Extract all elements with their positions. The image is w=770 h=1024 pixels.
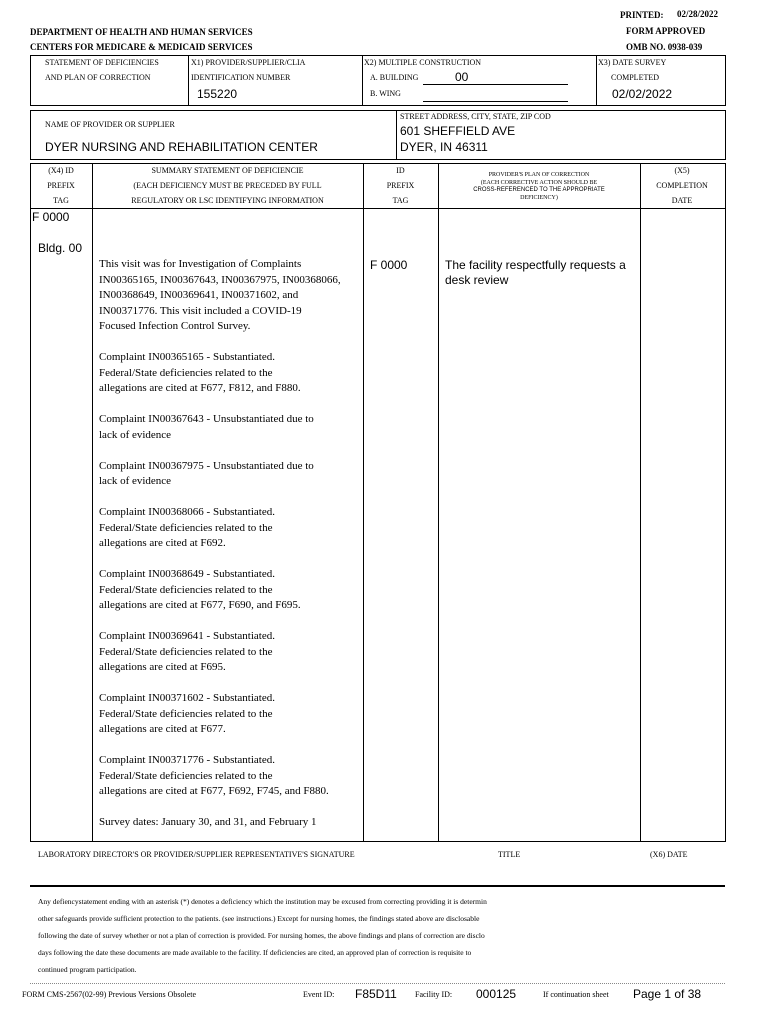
disclaimer-line: Any defiencystatement ending with an asterisk (*) denotes a deficiency which the institution may be excused from correcting providing it is determin xyxy=(38,897,487,906)
completed-label: COMPLETED xyxy=(611,73,659,82)
wing-label: B. WING xyxy=(370,89,401,98)
plan-of-correction-label: AND PLAN OF CORRECTION xyxy=(45,73,151,82)
summary-subheader: REGULATORY OR LSC IDENTIFYING INFORMATION xyxy=(131,196,324,205)
summary-paragraph: Complaint IN00367643 - Unsubstantiated due to lack of evidence xyxy=(99,413,314,441)
id-header: ID xyxy=(396,166,405,175)
printed-label: PRINTED: xyxy=(620,10,664,20)
provider-name-label: NAME OF PROVIDER OR SUPPLIER xyxy=(45,120,175,129)
divider xyxy=(596,55,597,105)
column-divider xyxy=(640,163,641,841)
column-divider xyxy=(363,163,364,841)
plan-of-correction-subheader: (EACH CORRECTIVE ACTION SHOULD BE xyxy=(480,180,598,186)
street-address-value: 601 SHEFFIELD AVE xyxy=(400,124,516,138)
column-divider xyxy=(438,163,439,841)
street-address-label: STREET ADDRESS, CITY, STATE, ZIP COD xyxy=(400,112,551,121)
plan-of-correction-subheader: DEFICIENCY) xyxy=(520,195,558,201)
column-divider xyxy=(92,163,93,841)
x4-tag-header: TAG xyxy=(53,196,69,205)
disclaimer-line: days following the date these documents are made available to the facility. If deficiencies are cited, an approved plan of correction is requisite to xyxy=(38,948,472,957)
facility-id-label: Facility ID: xyxy=(415,990,453,999)
summary-paragraph: Complaint IN00369641 - Substantiated. Federal/State deficiencies related to the allegations are cited at F695. xyxy=(99,630,275,673)
disclaimer-line: other safeguards provide sufficient protection to the patients. (see instructions.) Except for nursing homes, the findings stated above are disclosable xyxy=(38,914,480,923)
continuation-label: If continuation sheet xyxy=(543,990,609,999)
completion-header: COMPLETION xyxy=(656,181,708,190)
disclaimer-line: following the date of survey whether or not a plan of correction is provided. For nursing homes, the above findings and plans of correction are disclo xyxy=(38,931,485,940)
printed-date: 02/28/2022 xyxy=(677,9,719,19)
disclaimer-line: continued program participation. xyxy=(38,965,137,974)
summary-paragraph: Complaint IN00367975 - Unsubstantiated due to lack of evidence xyxy=(99,459,314,487)
centers-name: CENTERS FOR MEDICARE & MEDICAID SERVICES xyxy=(30,42,253,52)
tag-value: F 0000 xyxy=(32,210,70,224)
summary-paragraph: Complaint IN00365165 - Substantiated. Federal/State deficiencies related to the allegations are cited at F677, F812, and F880. xyxy=(99,351,301,394)
table-header-rule xyxy=(30,208,725,209)
summary-paragraph: This visit was for Investigation of Complaints IN00365165, IN00367643, IN00367975, IN00368066, IN00368649, IN00369641, IN00371602, and IN00371776. This visit included a COVID-19 Focused Infection Control Survey. xyxy=(99,258,341,332)
x5-header: (X5) xyxy=(674,166,690,175)
x6-date-label: (X6) DATE xyxy=(650,850,688,859)
provider-id-value: 155220 xyxy=(197,87,238,101)
divider xyxy=(396,110,397,159)
building-value: 00 xyxy=(455,70,469,84)
wing-underline xyxy=(423,101,568,102)
statement-label: STATEMENT OF DEFICIENCIES xyxy=(45,58,159,67)
date-survey-value: 02/02/2022 xyxy=(612,87,673,101)
identification-number-label: IDENTIFICATION NUMBER xyxy=(191,73,291,82)
date-survey-label: X3) DATE SURVEY xyxy=(598,58,667,67)
multiple-construction-label: X2) MULTIPLE CONSTRUCTION xyxy=(364,58,482,67)
form-number: FORM CMS-2567(02-99) Previous Versions Obsolete xyxy=(22,990,197,999)
summary-header: SUMMARY STATEMENT OF DEFICIENCIE xyxy=(151,166,304,175)
plan-of-correction-header: PROVIDER'S PLAN OF CORRECTION xyxy=(488,172,590,178)
plan-of-correction-subheader: CROSS-REFERENCED TO THE APPROPRIATE xyxy=(473,187,605,193)
event-id-value: F85D11 xyxy=(355,987,397,1001)
title-label: TITLE xyxy=(498,850,521,859)
building-tag: Bldg. 00 xyxy=(38,241,83,255)
summary-statement xyxy=(99,257,361,846)
facility-id-value: 000125 xyxy=(476,987,517,1001)
tag-header: TAG xyxy=(392,196,409,205)
signature-rule xyxy=(30,885,725,887)
plan-of-correction-text: The facility respectfully requests a desk review xyxy=(445,258,626,287)
divider xyxy=(362,55,363,105)
date-header: DATE xyxy=(671,196,693,205)
summary-paragraph: Complaint IN00371776 - Substantiated. Federal/State deficiencies related to the allegations are cited at F677, F692, F745, and F880. xyxy=(99,754,329,797)
summary-paragraph: Survey dates: January 30, and 31, and February 1 xyxy=(99,816,317,828)
event-id-label: Event ID: xyxy=(303,990,335,999)
provider-id-label: X1) PROVIDER/SUPPLIER/CLIA xyxy=(191,58,306,67)
building-underline xyxy=(423,84,568,85)
summary-paragraph: Complaint IN00371602 - Substantiated. Federal/State deficiencies related to the allegations are cited at F677. xyxy=(99,692,275,735)
x4-prefix-header: PREFIX xyxy=(47,181,75,190)
disclaimer xyxy=(38,893,728,978)
city-state-zip-value: DYER, IN 46311 xyxy=(400,140,488,154)
right-tag-value: F 0000 xyxy=(370,258,408,272)
provider-name-value: DYER NURSING AND REHABILITATION CENTER xyxy=(45,140,318,154)
page-number: Page 1 of 38 xyxy=(633,987,702,1001)
summary-paragraph: Complaint IN00368066 - Substantiated. Federal/State deficiencies related to the allegations are cited at F692. xyxy=(99,506,275,549)
form-approved: FORM APPROVED xyxy=(626,26,706,36)
divider xyxy=(188,55,189,105)
summary-subheader: (EACH DEFICIENCY MUST BE PRECEDED BY FULL xyxy=(133,181,322,190)
omb-number: OMB NO. 0938-039 xyxy=(626,42,703,52)
summary-paragraph: Complaint IN00368649 - Substantiated. Federal/State deficiencies related to the allegations are cited at F677, F690, and F695. xyxy=(99,568,301,611)
signature-label: LABORATORY DIRECTOR'S OR PROVIDER/SUPPLIER REPRESENTATIVE'S SIGNATURE xyxy=(38,850,355,859)
prefix-header: PREFIX xyxy=(386,181,415,190)
building-label: A. BUILDING xyxy=(370,73,419,82)
x4-id-header: (X4) ID xyxy=(48,166,74,175)
department-name: DEPARTMENT OF HEALTH AND HUMAN SERVICES xyxy=(30,27,253,37)
footer-rule xyxy=(30,983,725,984)
